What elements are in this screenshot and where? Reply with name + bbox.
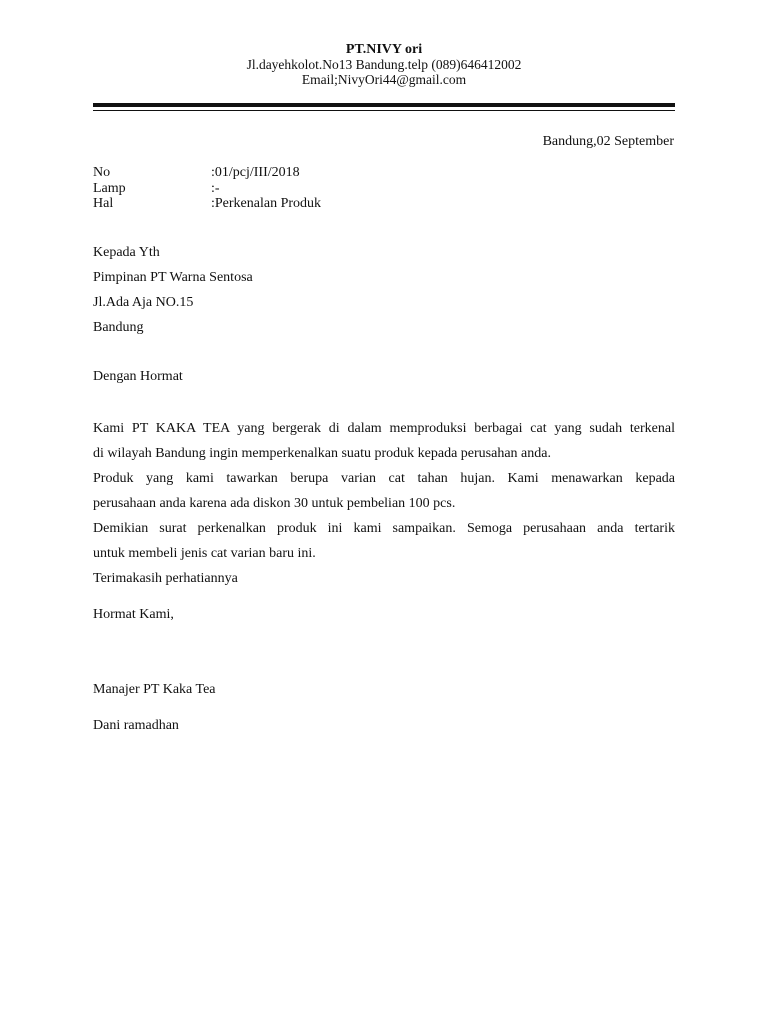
body-line: untuk membeli jenis cat varian baru ini. (93, 546, 316, 561)
letterhead-divider-thin (93, 110, 675, 111)
letterhead-divider-thick (93, 103, 675, 107)
body-line: di wilayah Bandung ingin memperkenalkan suatu produk kepada perusahan anda. (93, 446, 551, 461)
company-name: PT.NIVY ori (345, 42, 423, 57)
recipient-city: Bandung (93, 320, 144, 335)
recipient-address: Jl.Ada Aja NO.15 (93, 295, 194, 310)
letter-body (93, 416, 675, 591)
recipient-name: Pimpinan PT Warna Sentosa (93, 270, 253, 285)
body-line: Demikian surat perkenalkan produk ini kami sampaikan. Semoga perusahaan anda tertarik (93, 521, 675, 536)
body-line: Kami PT KAKA TEA yang bergerak di dalam memproduksi berbagai cat yang sudah terkenal (93, 421, 675, 436)
meta-label: Lamp (93, 180, 126, 196)
letter-date: Bandung,02 September (542, 134, 674, 149)
meta-row-number (93, 165, 321, 181)
letter-meta (93, 165, 321, 212)
company-address: Jl.dayehkolot.No13 Bandung.telp (089)646412002 (246, 57, 522, 72)
recipient-block (93, 240, 675, 340)
meta-value: :Perkenalan Produk (211, 196, 322, 211)
meta-value: :01/pcj/III/2018 (211, 165, 300, 180)
body-line: Produk yang kami tawarkan berupa varian cat tahan hujan. Kami menawarkan kepada (93, 471, 675, 486)
letterhead (0, 42, 768, 87)
closing: Hormat Kami, (93, 607, 174, 622)
greeting: Dengan Hormat (93, 369, 183, 384)
signature-name: Dani ramadhan (93, 718, 179, 733)
recipient-salutation: Kepada Yth (93, 245, 160, 260)
signature-title: Manajer PT Kaka Tea (93, 682, 216, 697)
meta-label: No (93, 165, 111, 180)
body-thanks: Terimakasih perhatiannya (93, 571, 238, 586)
meta-value: :- (211, 180, 220, 196)
company-email: Email;NivyOri44@gmail.com (301, 72, 467, 87)
meta-row-subject (93, 196, 321, 212)
meta-row-attachment (93, 181, 321, 197)
meta-label: Hal (93, 196, 114, 211)
body-line: perusahaan anda karena ada diskon 30 untuk pembelian 100 pcs. (93, 496, 456, 511)
